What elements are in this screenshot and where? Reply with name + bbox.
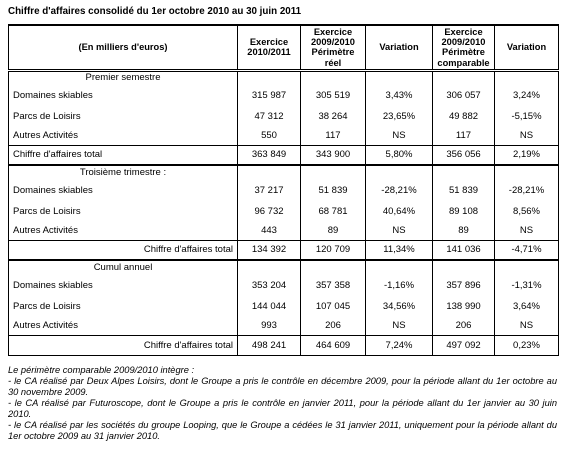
variation-comparable-cell: -4,71% [495,240,559,260]
exercice-2010-2011-header [238,25,301,70]
variation-reel-cell: NS [366,221,433,240]
exercice-2009-2010-reel-cell: 120 709 [301,240,366,260]
variation-comparable-cell: 3,24% [495,84,559,106]
section-troisieme-trimestre [9,165,559,260]
row-label: Domaines skiables [9,84,238,106]
table-row [9,106,559,126]
table-row [9,274,559,296]
table-row [9,126,559,145]
exercice-2009-2010-comparable-cell: 49 882 [433,106,495,126]
header-row [9,25,559,70]
empty-cell [433,260,495,274]
variation-reel-cell: 5,80% [366,145,433,165]
variation-comparable-cell: 2,19% [495,145,559,165]
variation-comparable-cell: -5,15% [495,106,559,126]
header-line: 2010/2011 [247,47,291,58]
exercice-2009-2010-reel-cell: 89 [301,221,366,240]
exercice-2009-2010-reel-cell: 357 358 [301,274,366,296]
variation-reel-cell: 23,65% [366,106,433,126]
section-header-row [9,165,559,179]
variation-comparable-cell: NS [495,221,559,240]
variation-comparable-cell: -1,31% [495,274,559,296]
footnotes [8,365,557,442]
row-label: Domaines skiables [9,274,238,296]
header-line: Périmètre [442,47,485,58]
header-line: 2009/2010 [311,36,355,47]
total-label: Chiffre d'affaires total [9,145,238,165]
section-label: Troisième trimestre : [9,165,238,179]
footnote-item: - le CA réalisé par Futuroscope, dont le Groupe a pris le contrôle en janvier 2011, pour la période allant du 1er janvier au 30 juin 2010. [8,398,557,419]
exercice-2009-2010-comparable-cell: 206 [433,316,495,335]
exercice-2010-2011-cell: 443 [238,221,301,240]
header-line: Exercice [313,26,353,37]
section-label: Premier semestre [9,70,238,84]
empty-cell [238,165,301,179]
total-row [9,240,559,260]
header-line: réel [324,57,342,68]
exercice-2010-2011-cell: 363 849 [238,145,301,165]
total-label: Chiffre d'affaires total [9,240,238,260]
revenue-table [8,24,559,356]
row-label: Domaines skiables [9,179,238,201]
exercice-2010-2011-cell: 993 [238,316,301,335]
row-label: Parcs de Loisirs [9,201,238,221]
exercice-2010-2011-cell: 134 392 [238,240,301,260]
exercice-2010-2011-cell: 47 312 [238,106,301,126]
exercice-2009-2010-comparable-cell: 141 036 [433,240,495,260]
row-label: Autres Activités [9,316,238,335]
exercice-2009-2010-comparable-cell: 89 108 [433,201,495,221]
variation-reel-header [366,25,433,70]
exercice-2009-2010-comparable-cell: 306 057 [433,84,495,106]
total-label: Chiffre d'affaires total [9,335,238,355]
exercice-2010-2011-cell: 315 987 [238,84,301,106]
variation-comparable-cell: NS [495,316,559,335]
footnote-intro: Le périmètre comparable 2009/2010 intègre : [8,365,195,375]
exercice-2009-2010-reel-cell: 206 [301,316,366,335]
row-label: Parcs de Loisirs [9,296,238,316]
empty-cell [301,70,366,84]
empty-cell [366,70,433,84]
table-row [9,84,559,106]
variation-comparable-header [495,25,559,70]
exercice-2010-2011-cell: 353 204 [238,274,301,296]
empty-cell [301,165,366,179]
variation-reel-cell: NS [366,316,433,335]
exercice-2009-2010-comparable-cell: 357 896 [433,274,495,296]
empty-cell [495,165,559,179]
exercice-2009-2010-reel-cell: 68 781 [301,201,366,221]
header-line: comparable [437,57,490,68]
exercice-2010-2011-cell: 498 241 [238,335,301,355]
units-header [9,25,238,70]
exercice-2009-2010-reel-cell: 464 609 [301,335,366,355]
section-premier-semestre [9,70,559,165]
variation-comparable-cell: 3,64% [495,296,559,316]
variation-reel-cell: 40,64% [366,201,433,221]
exercice-2009-2010-comparable-cell: 138 990 [433,296,495,316]
variation-reel-cell: 34,56% [366,296,433,316]
variation-reel-cell: 7,24% [366,335,433,355]
exercice-2009-2010-comparable-cell: 117 [433,126,495,145]
exercice-2010-2011-cell: 550 [238,126,301,145]
exercice-2009-2010-reel-cell: 305 519 [301,84,366,106]
header-line: (En milliers d'euros) [78,42,168,53]
variation-reel-cell: -28,21% [366,179,433,201]
empty-cell [238,260,301,274]
empty-cell [238,70,301,84]
footnote-item: - le CA réalisé par les sociétés du groupe Looping, que le Groupe a cédées le 31 janvier 2011, uniquement pour la période allant du 1er octobre 2009 au 31 janvier 2010. [8,420,557,441]
row-label: Autres Activités [9,126,238,145]
variation-reel-cell: 11,34% [366,240,433,260]
exercice-2009-2010-comparable-cell: 356 056 [433,145,495,165]
section-header-row [9,260,559,274]
section-label: Cumul annuel [9,260,238,274]
table-row [9,316,559,335]
exercice-2009-2010-reel-header [301,25,366,70]
exercice-2009-2010-reel-cell: 38 264 [301,106,366,126]
empty-cell [366,165,433,179]
variation-comparable-cell: NS [495,126,559,145]
exercice-2009-2010-comparable-cell: 497 092 [433,335,495,355]
variation-comparable-cell: 8,56% [495,201,559,221]
header-line: Variation [506,42,547,53]
exercice-2010-2011-cell: 144 044 [238,296,301,316]
exercice-2009-2010-reel-cell: 107 045 [301,296,366,316]
footnote-item: - le CA réalisé par Deux Alpes Loisirs, dont le Groupe a pris le contrôle en décembre 2009, pour la période allant du 1er octobre au 30 novembre 2009. [8,376,557,397]
exercice-2010-2011-cell: 37 217 [238,179,301,201]
table-row [9,179,559,201]
table-row [9,221,559,240]
row-label: Autres Activités [9,221,238,240]
table-row [9,201,559,221]
section-header-row [9,70,559,84]
header-line: Variation [379,42,419,53]
empty-cell [433,165,495,179]
exercice-2009-2010-reel-cell: 117 [301,126,366,145]
variation-reel-cell: -1,16% [366,274,433,296]
header-line: Exercice [249,36,289,47]
row-label: Parcs de Loisirs [9,106,238,126]
empty-cell [301,260,366,274]
exercice-2009-2010-reel-cell: 51 839 [301,179,366,201]
section-cumul-annuel [9,260,559,355]
header-line: Exercice [444,26,483,37]
empty-cell [366,260,433,274]
header-line: 2009/2010 [441,36,486,47]
total-row [9,145,559,165]
exercice-2009-2010-comparable-header [433,25,495,70]
header-line: Périmètre [311,47,355,58]
empty-cell [495,260,559,274]
variation-reel-cell: NS [366,126,433,145]
variation-comparable-cell: -28,21% [495,179,559,201]
empty-cell [433,70,495,84]
variation-comparable-cell: 0,23% [495,335,559,355]
exercice-2010-2011-cell: 96 732 [238,201,301,221]
total-row [9,335,559,355]
exercice-2009-2010-comparable-cell: 89 [433,221,495,240]
table-title: Chiffre d'affaires consolidé du 1er octobre 2010 au 30 juin 2011 [8,6,302,17]
table-row [9,296,559,316]
variation-reel-cell: 3,43% [366,84,433,106]
empty-cell [495,70,559,84]
exercice-2009-2010-comparable-cell: 51 839 [433,179,495,201]
exercice-2009-2010-reel-cell: 343 900 [301,145,366,165]
